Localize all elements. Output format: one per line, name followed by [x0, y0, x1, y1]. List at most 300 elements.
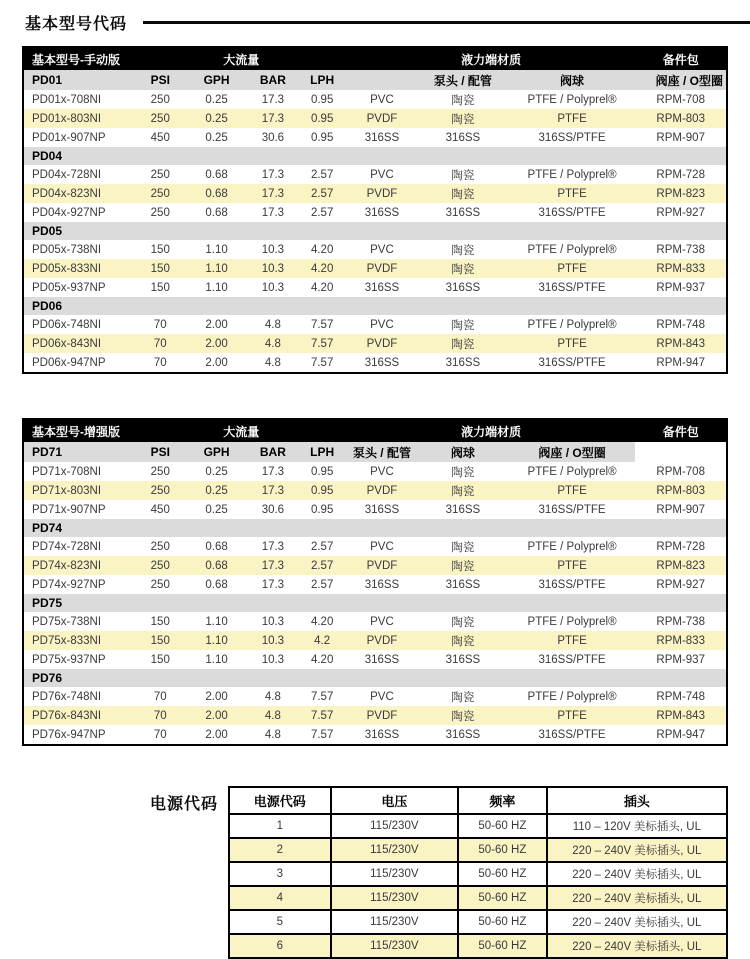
- power-table-row: [229, 814, 727, 838]
- spec-value: 0.68: [205, 206, 228, 219]
- spec-value: 30.6: [261, 131, 285, 144]
- spec-value: PTFE: [509, 259, 636, 278]
- power-value: 220 – 240V 美标插头, UL: [547, 838, 727, 862]
- power-table-row: [229, 910, 727, 934]
- spec-value: RPM-708: [656, 93, 705, 106]
- spec-value: 4.8: [264, 728, 281, 741]
- power-value: 4: [229, 886, 331, 910]
- table-row: [23, 128, 727, 147]
- spec-value: 陶瓷: [417, 631, 509, 650]
- spec-value: PTFE: [509, 556, 636, 575]
- model-code: PD76x-843NI: [23, 706, 136, 725]
- spec-value: 7.57: [310, 356, 334, 369]
- spec-value: 4.8: [264, 356, 281, 369]
- table-row: [23, 500, 727, 519]
- column-header: [635, 442, 727, 462]
- model-code: PD76x-947NP: [32, 728, 106, 741]
- spec-value: PVC: [370, 465, 394, 478]
- spec-value: PVDF: [347, 556, 417, 575]
- spec-value: 4.20: [310, 615, 334, 628]
- spec-value: 1.10: [205, 243, 228, 256]
- column-header: GPH: [185, 442, 248, 462]
- power-value: 50-60 HZ: [458, 814, 547, 838]
- table-row: [23, 184, 727, 203]
- spec-value: 150: [136, 631, 185, 650]
- spec-value: 316SS: [364, 356, 400, 369]
- table-row: [23, 687, 727, 706]
- spec-value: PTFE / Polyprel®: [527, 615, 617, 628]
- column-header: BAR: [248, 442, 297, 462]
- spec-value: PTFE / Polyprel®: [527, 93, 617, 106]
- spec-value: 17.3: [261, 168, 285, 181]
- spec-value: 陶瓷: [451, 244, 475, 257]
- spec-value: 70: [136, 706, 185, 725]
- section-header-row: [23, 519, 727, 537]
- power-value: 50-60 HZ: [458, 838, 547, 862]
- material-group-header: 液力端材质: [347, 419, 636, 442]
- spec-value: 250: [150, 168, 170, 181]
- table-row: [23, 90, 727, 109]
- spec-value: 316SS/PTFE: [538, 653, 606, 666]
- spec-value: RPM-738: [656, 615, 705, 628]
- power-column-header: 插头: [547, 787, 727, 814]
- model-code: PD75x-833NI: [23, 631, 136, 650]
- power-value: 115/230V: [331, 814, 458, 838]
- model-code: PD71x-708NI: [32, 465, 102, 478]
- power-value: 115/230V: [331, 886, 458, 910]
- power-value: 220 – 240V 美标插头, UL: [547, 862, 727, 886]
- power-column-header: 电压: [331, 787, 458, 814]
- power-value: 110 – 120V 美标插头, UL: [547, 814, 727, 838]
- spec-value: 250: [136, 481, 185, 500]
- spec-value: 316SS/PTFE: [538, 281, 606, 294]
- spec-value: 1.10: [205, 281, 228, 294]
- page-title: 基本型号代码: [25, 15, 128, 33]
- spec-value: RPM-728: [656, 168, 705, 181]
- spec-value: PVC: [370, 318, 394, 331]
- spec-value: 70: [136, 334, 185, 353]
- section-header-row: [23, 222, 727, 240]
- table-row: [23, 203, 727, 222]
- power-value: 220 – 240V 美标插头, UL: [547, 910, 727, 934]
- spec-value: 2.00: [205, 318, 228, 331]
- spec-value: 0.68: [185, 556, 248, 575]
- spec-value: 316SS: [445, 728, 481, 741]
- model-code: PD06x-748NI: [32, 318, 102, 331]
- power-table-row: [229, 886, 727, 910]
- spec-value: 2.57: [310, 168, 334, 181]
- model-code: PD04x-927NP: [32, 206, 106, 219]
- spec-value: PVDF: [347, 334, 417, 353]
- spec-value: 0.68: [205, 540, 228, 553]
- spec-value: RPM-937: [656, 281, 705, 294]
- spec-value: RPM-728: [656, 540, 705, 553]
- spec-value: 10.3: [261, 281, 285, 294]
- spec-value: 10.3: [261, 653, 285, 666]
- section-label: PD04: [23, 147, 727, 165]
- power-code-label: 电源代码: [149, 796, 218, 813]
- power-code-section: [0, 786, 750, 959]
- spec-value: 150: [150, 281, 170, 294]
- spec-value: PVDF: [347, 184, 417, 203]
- spec-value: PVC: [370, 93, 394, 106]
- spec-value: 陶瓷: [451, 169, 475, 182]
- table-row: [23, 575, 727, 594]
- column-header: LPH: [298, 70, 347, 90]
- column-header: 泵头 / 配管: [347, 442, 417, 462]
- spec-value: 4.20: [310, 281, 334, 294]
- column-header-row: [23, 442, 727, 462]
- spec-value: RPM-823: [635, 184, 727, 203]
- spec-value: 0.68: [205, 578, 228, 591]
- spec-value: 0.95: [310, 93, 334, 106]
- spec-value: 316SS: [445, 131, 481, 144]
- model-code: PD75x-937NP: [32, 653, 106, 666]
- table-row: [23, 315, 727, 334]
- spec-value: 0.25: [205, 503, 228, 516]
- spec-value: 7.57: [310, 318, 334, 331]
- spec-value: 4.20: [310, 653, 334, 666]
- table-variant-label: 基本型号-增强版: [23, 419, 136, 442]
- spec-value: PVC: [370, 540, 394, 553]
- spec-value: PTFE / Polyprel®: [527, 540, 617, 553]
- table-row: [23, 481, 727, 500]
- spec-value: RPM-803: [635, 109, 727, 128]
- section-label: PD05: [23, 222, 727, 240]
- spec-value: 陶瓷: [451, 94, 475, 107]
- spec-value: 316SS: [364, 578, 400, 591]
- spec-value: 4.8: [264, 318, 281, 331]
- power-value: 3: [229, 862, 331, 886]
- table-row: [23, 334, 727, 353]
- spec-value: 陶瓷: [451, 541, 475, 554]
- spec-value: RPM-937: [656, 653, 705, 666]
- spec-value: 17.3: [261, 206, 285, 219]
- spec-value: 2.57: [310, 206, 334, 219]
- spec-value: RPM-843: [635, 334, 727, 353]
- spec-value: 150: [150, 653, 170, 666]
- model-code: PD06x-947NP: [32, 356, 106, 369]
- spec-value: 17.3: [248, 556, 297, 575]
- spec-value: 0.25: [205, 131, 228, 144]
- table-row: [23, 165, 727, 184]
- table-row: [23, 612, 727, 631]
- model-code: PD05x-833NI: [23, 259, 136, 278]
- spec-value: 316SS/PTFE: [538, 728, 606, 741]
- model-code: PD06x-843NI: [23, 334, 136, 353]
- spec-value: 316SS: [364, 653, 400, 666]
- power-value: 220 – 240V 美标插头, UL: [547, 934, 727, 958]
- spec-value: 70: [153, 318, 167, 331]
- spec-value: 7.57: [310, 690, 334, 703]
- spec-value: 陶瓷: [451, 319, 475, 332]
- column-header: PD01: [23, 70, 136, 90]
- spec-value: 2.57: [298, 556, 347, 575]
- spec-value: RPM-947: [656, 356, 705, 369]
- title-bar: [0, 0, 750, 34]
- spec-value: 1.10: [205, 653, 228, 666]
- spec-value: RPM-748: [656, 318, 705, 331]
- spec-value: 30.6: [261, 503, 285, 516]
- power-column-header: 频率: [458, 787, 547, 814]
- spec-value: PTFE / Polyprel®: [527, 318, 617, 331]
- spec-value: 150: [150, 243, 170, 256]
- spec-value: 7.57: [310, 728, 334, 741]
- spec-value: 0.95: [310, 503, 334, 516]
- power-column-header: 电源代码: [229, 787, 331, 814]
- model-code: PD05x-738NI: [32, 243, 102, 256]
- section-label: PD06: [23, 297, 727, 315]
- spec-value: 250: [150, 465, 170, 478]
- power-code-table: [228, 786, 728, 959]
- model-code: PD04x-823NI: [23, 184, 136, 203]
- spec-value: RPM-927: [656, 578, 705, 591]
- spec-value: 陶瓷: [417, 109, 509, 128]
- spec-value: RPM-907: [656, 131, 705, 144]
- power-value: 50-60 HZ: [458, 910, 547, 934]
- spec-value: 250: [150, 540, 170, 553]
- spec-value: 316SS: [445, 503, 481, 516]
- section-header-row: [23, 297, 727, 315]
- model-code: PD01x-708NI: [32, 93, 102, 106]
- spec-value: 0.68: [185, 184, 248, 203]
- spec-value: 316SS: [445, 653, 481, 666]
- spec-value: 17.3: [261, 465, 285, 478]
- table-variant-label: 基本型号-手动版: [23, 47, 136, 70]
- spec-value: 316SS: [445, 281, 481, 294]
- spec-value: 10.3: [248, 259, 297, 278]
- spec-value: 316SS: [364, 131, 400, 144]
- spec-value: 316SS/PTFE: [538, 503, 606, 516]
- spec-value: 2.00: [205, 690, 228, 703]
- spec-value: 0.25: [205, 93, 228, 106]
- section-label: PD74: [23, 519, 727, 537]
- spec-value: 4.8: [264, 690, 281, 703]
- spec-value: 0.95: [310, 131, 334, 144]
- spec-value: 316SS/PTFE: [538, 206, 606, 219]
- spec-value: RPM-833: [635, 259, 727, 278]
- group-header-row: [23, 47, 727, 70]
- spec-value: 0.95: [298, 481, 347, 500]
- spec-value: PVC: [370, 615, 394, 628]
- column-header: LPH: [298, 442, 347, 462]
- spec-value: 70: [153, 690, 167, 703]
- spec-value: RPM-748: [656, 690, 705, 703]
- column-header: BAR: [248, 70, 297, 90]
- spec-value: RPM-833: [635, 631, 727, 650]
- spec-value: 10.3: [261, 243, 285, 256]
- table-row: [23, 240, 727, 259]
- table-row: [23, 353, 727, 373]
- power-value: 50-60 HZ: [458, 886, 547, 910]
- power-value: 115/230V: [331, 934, 458, 958]
- spec-value: 0.68: [205, 168, 228, 181]
- power-header-row: [229, 787, 727, 814]
- column-header: PSI: [136, 70, 185, 90]
- flow-group-header: 大流量: [136, 47, 347, 70]
- table-row: [23, 706, 727, 725]
- column-header-row: [23, 70, 727, 90]
- spec-value: 250: [136, 109, 185, 128]
- spec-value: 1.10: [185, 259, 248, 278]
- spec-value: 2.00: [205, 728, 228, 741]
- section-header-row: [23, 669, 727, 687]
- spec-value: 陶瓷: [417, 334, 509, 353]
- spec-value: 4.2: [298, 631, 347, 650]
- spec-value: 7.57: [298, 334, 347, 353]
- spec-value: 陶瓷: [417, 259, 509, 278]
- spec-value: 316SS: [445, 356, 481, 369]
- model-code: PD75x-738NI: [32, 615, 102, 628]
- spec-value: 0.25: [185, 109, 248, 128]
- spec-value: 17.3: [248, 481, 297, 500]
- spec-value: PTFE: [509, 184, 636, 203]
- spec-value: PVDF: [347, 631, 417, 650]
- spec-value: PVC: [370, 168, 394, 181]
- spec-value: PTFE / Polyprel®: [527, 243, 617, 256]
- power-table-row: [229, 862, 727, 886]
- table-row: [23, 462, 727, 481]
- spec-value: 70: [153, 356, 167, 369]
- spec-value: 陶瓷: [451, 466, 475, 479]
- table-row: [23, 278, 727, 297]
- spec-value: RPM-803: [635, 481, 727, 500]
- spec-value: RPM-708: [656, 465, 705, 478]
- model-code: PD01x-803NI: [23, 109, 136, 128]
- power-value: 115/230V: [331, 862, 458, 886]
- spec-value: PTFE: [509, 631, 636, 650]
- power-value: 5: [229, 910, 331, 934]
- column-header: 阀座 / O型圈: [635, 70, 727, 90]
- spec-value: 316SS: [364, 281, 400, 294]
- spec-value: RPM-738: [656, 243, 705, 256]
- model-code: PD74x-728NI: [32, 540, 102, 553]
- column-header: 阀球: [417, 442, 509, 462]
- spec-value: 17.3: [261, 578, 285, 591]
- section-label: PD75: [23, 594, 727, 612]
- spec-value: 2.00: [185, 334, 248, 353]
- table-row: [23, 259, 727, 278]
- spec-value: PTFE: [509, 481, 636, 500]
- spec-value: 250: [136, 184, 185, 203]
- spec-value: 0.25: [185, 481, 248, 500]
- material-group-header: 液力端材质: [347, 47, 636, 70]
- spec-value: PTFE: [509, 109, 636, 128]
- spec-value: PVC: [370, 690, 394, 703]
- spec-value: 316SS: [364, 728, 400, 741]
- section-label: PD76: [23, 669, 727, 687]
- spec-value: 316SS/PTFE: [538, 131, 606, 144]
- spec-value: 2.57: [310, 578, 334, 591]
- flow-group-header: 大流量: [136, 419, 347, 442]
- spec-value: 250: [150, 206, 170, 219]
- spec-value: 4.8: [248, 334, 297, 353]
- column-header: 泵头 / 配管: [417, 70, 509, 90]
- spec-value: PVDF: [347, 481, 417, 500]
- spec-value: RPM-947: [656, 728, 705, 741]
- title-rule: [143, 21, 750, 24]
- spec-value: 316SS/PTFE: [538, 578, 606, 591]
- spec-value: PVDF: [347, 109, 417, 128]
- spec-value: RPM-927: [656, 206, 705, 219]
- power-value: 50-60 HZ: [458, 862, 547, 886]
- table-row: [23, 556, 727, 575]
- spec-value: 陶瓷: [451, 616, 475, 629]
- spec-value: PTFE: [509, 334, 636, 353]
- section-header-row: [23, 147, 727, 165]
- spec-value: 250: [136, 556, 185, 575]
- spec-value: 陶瓷: [417, 184, 509, 203]
- spec-value: 2.00: [185, 706, 248, 725]
- power-value: 115/230V: [331, 910, 458, 934]
- spec-value: 316SS: [445, 206, 481, 219]
- spec-value: 0.95: [298, 109, 347, 128]
- spec-value: 7.57: [298, 706, 347, 725]
- model-code: PD76x-748NI: [32, 690, 102, 703]
- spec-value: PVC: [370, 243, 394, 256]
- column-header: 阀座 / O型圈: [509, 442, 636, 462]
- spec-value: 陶瓷: [417, 706, 509, 725]
- spec-value: 250: [150, 93, 170, 106]
- spec-value: 250: [150, 578, 170, 591]
- spec-value: 70: [153, 728, 167, 741]
- spec-value: 17.3: [248, 109, 297, 128]
- spec-value: 450: [150, 503, 170, 516]
- spec-value: 316SS: [364, 206, 400, 219]
- column-header: 阀球: [509, 70, 636, 90]
- spec-value: PVDF: [347, 706, 417, 725]
- power-table-row: [229, 838, 727, 862]
- spare-group-header: 备件包: [635, 47, 727, 70]
- spec-value: RPM-907: [656, 503, 705, 516]
- model-code: PD04x-728NI: [32, 168, 102, 181]
- spec-value: 17.3: [248, 184, 297, 203]
- power-table-row: [229, 934, 727, 958]
- spec-value: 1.10: [185, 631, 248, 650]
- spec-value: 150: [136, 259, 185, 278]
- spec-value: PTFE / Polyprel®: [527, 168, 617, 181]
- spec-value: 17.3: [261, 540, 285, 553]
- power-value: 1: [229, 814, 331, 838]
- model-code: PD71x-803NI: [23, 481, 136, 500]
- spec-value: 2.57: [298, 184, 347, 203]
- model-code: PD71x-907NP: [32, 503, 106, 516]
- spare-group-header: 备件包: [635, 419, 727, 442]
- spec-value: 316SS: [445, 578, 481, 591]
- spec-value: PTFE: [509, 706, 636, 725]
- spec-value: RPM-823: [635, 556, 727, 575]
- spec-value: 0.25: [205, 465, 228, 478]
- model-code: PD74x-927NP: [32, 578, 106, 591]
- model-code: PD74x-823NI: [23, 556, 136, 575]
- spec-value: 10.3: [261, 615, 285, 628]
- column-header: [347, 70, 417, 90]
- power-value: 220 – 240V 美标插头, UL: [547, 886, 727, 910]
- table-row: [23, 650, 727, 669]
- spec-value: 150: [150, 615, 170, 628]
- manual-models-table: [22, 46, 728, 374]
- spec-value: 450: [150, 131, 170, 144]
- table-row: [23, 725, 727, 745]
- spec-value: 陶瓷: [417, 481, 509, 500]
- table-row: [23, 631, 727, 650]
- spec-value: 316SS: [364, 503, 400, 516]
- table-row: [23, 109, 727, 128]
- spec-value: RPM-843: [635, 706, 727, 725]
- table-row: [23, 537, 727, 556]
- spec-value: PTFE / Polyprel®: [527, 465, 617, 478]
- column-header: PD71: [23, 442, 136, 462]
